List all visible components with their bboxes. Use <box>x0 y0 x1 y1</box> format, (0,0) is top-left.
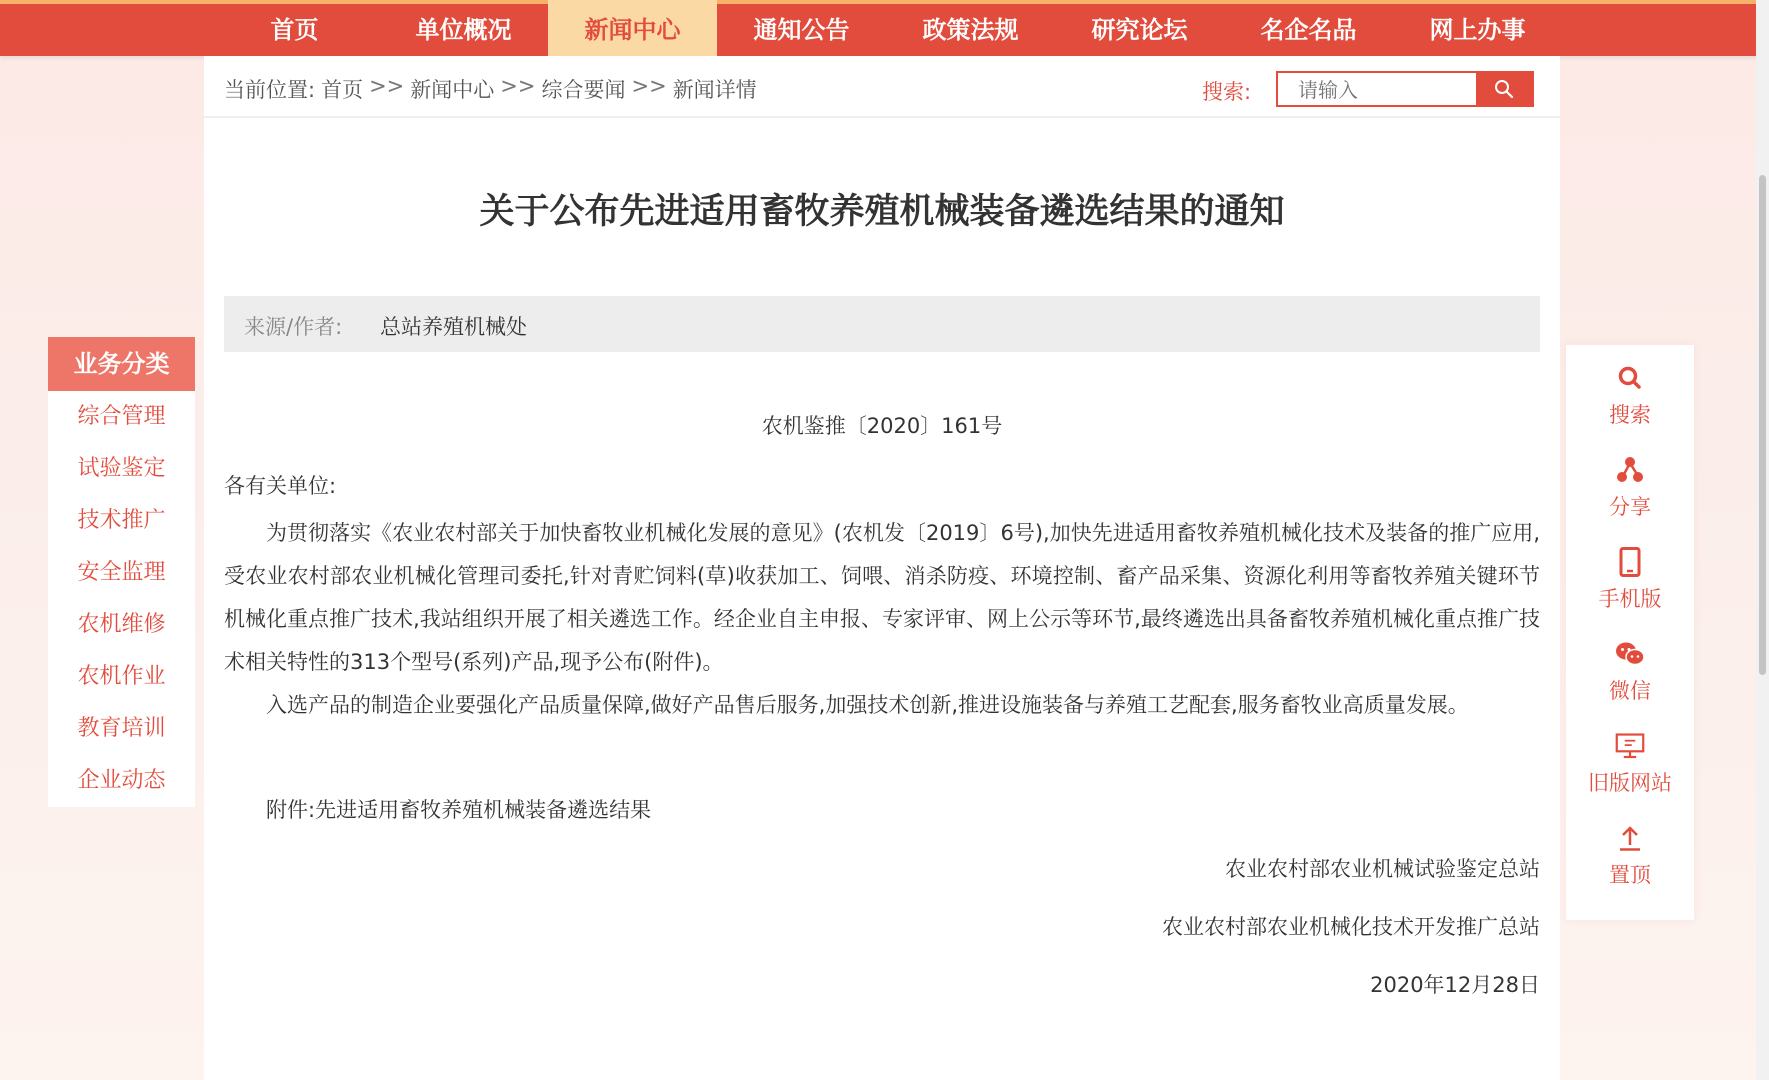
breadcrumb-news-detail[interactable]: 新闻详情 <box>672 78 757 102</box>
sidebar-item-safety[interactable]: 安全监理 <box>77 560 166 585</box>
scrollbar-thumb[interactable] <box>1759 175 1766 675</box>
page-scrollbar[interactable] <box>1756 0 1769 1080</box>
attachment-link[interactable]: 附件:先进适用畜牧养殖机械装备遴选结果 <box>266 798 652 822</box>
main-content <box>204 56 1560 1080</box>
category-sidebar <box>48 337 195 807</box>
monitor-icon <box>1615 731 1645 761</box>
nav-item-notices[interactable]: 通知公告 <box>753 16 850 44</box>
nav-item-online-service[interactable]: 网上办事 <box>1429 16 1526 44</box>
float-mobile-button[interactable] <box>1566 529 1694 621</box>
document-number: 农机鉴推〔2020〕161号 <box>761 414 1003 438</box>
sidebar-item-operation[interactable]: 农机作业 <box>77 664 166 689</box>
salutation: 各有关单位: <box>224 474 337 498</box>
nav-items <box>210 0 1562 56</box>
arrow-up-icon <box>1617 824 1643 852</box>
floating-toolbar <box>1566 345 1694 920</box>
breadcrumb-separator: >> <box>500 74 536 98</box>
float-wechat-button[interactable] <box>1566 621 1694 713</box>
nav-item-policies[interactable]: 政策法规 <box>922 16 1019 44</box>
float-search-button[interactable] <box>1566 345 1694 437</box>
article-title: 关于公布先进适用畜牧养殖机械装备遴选结果的通知 <box>479 192 1285 232</box>
sidebar-item-training[interactable]: 教育培训 <box>77 716 166 741</box>
article-paragraph: 入选产品的制造企业要强化产品质量保障,做好产品售后服务,加强技术创新,推进设施装备与养殖工艺配套,服务畜牧业高质量发展。 <box>266 693 1469 717</box>
sidebar-item-testing[interactable]: 试验鉴定 <box>77 456 166 481</box>
search-input[interactable] <box>1278 73 1500 107</box>
breadcrumb-separator: >> <box>631 74 667 98</box>
nav-item-news-center[interactable]: 新闻中心 <box>548 0 717 56</box>
source-value: 总站养殖机械处 <box>380 315 527 339</box>
breadcrumb-bar <box>204 56 1560 118</box>
nav-item-home[interactable]: 首页 <box>270 16 319 44</box>
search-icon <box>1617 365 1643 391</box>
float-share-button[interactable] <box>1566 437 1694 529</box>
breadcrumb-news-center[interactable]: 新闻中心 <box>410 78 495 102</box>
float-back-to-top-button[interactable] <box>1566 805 1694 897</box>
float-old-site-button[interactable] <box>1566 713 1694 805</box>
float-search-label: 搜索 <box>1609 403 1651 427</box>
breadcrumb-label: 当前位置: <box>224 78 316 102</box>
breadcrumb-separator: >> <box>369 74 405 98</box>
nav-item-overview[interactable]: 单位概况 <box>415 16 512 44</box>
signature-org-1: 农业农村部农业机械试验鉴定总站 <box>1225 857 1540 881</box>
breadcrumb-general-news[interactable]: 综合要闻 <box>541 78 626 102</box>
mobile-icon <box>1619 547 1641 577</box>
sidebar-item-repair[interactable]: 农机维修 <box>77 612 166 637</box>
sidebar-header: 业务分类 <box>48 337 195 391</box>
share-icon <box>1616 456 1644 484</box>
float-share-label: 分享 <box>1609 495 1651 519</box>
nav-item-brands[interactable]: 名企名品 <box>1260 16 1357 44</box>
publish-date: 2020年12月28日 <box>1370 973 1540 997</box>
source-label: 来源/作者: <box>244 315 343 339</box>
float-old-site-label: 旧版网站 <box>1588 771 1672 795</box>
search-button[interactable] <box>1476 73 1532 105</box>
wechat-icon <box>1615 641 1645 667</box>
sidebar-item-promotion[interactable]: 技术推广 <box>77 508 166 533</box>
breadcrumb-home[interactable]: 首页 <box>321 78 364 102</box>
search-icon <box>1494 79 1514 99</box>
breadcrumb <box>224 74 763 104</box>
top-nav <box>0 0 1769 56</box>
search-box <box>1276 71 1534 107</box>
signature-org-2: 农业农村部农业机械化技术开发推广总站 <box>1162 915 1540 939</box>
float-back-to-top-label: 置顶 <box>1609 863 1651 887</box>
search-label: 搜索: <box>1202 80 1252 104</box>
source-bar <box>224 296 1540 352</box>
nav-item-forum[interactable]: 研究论坛 <box>1091 16 1188 44</box>
sidebar-item-enterprise[interactable]: 企业动态 <box>77 768 166 793</box>
sidebar-item-management[interactable]: 综合管理 <box>77 404 166 429</box>
article-paragraph: 为贯彻落实《农业农村部关于加快畜牧业机械化发展的意见》(农机发〔2019〕6号),加快先进适用畜牧养殖机械化技术及装备的推广应用,受农业农村部农业机械化管理司委托,针对青贮饲料(草)收获加工、饲喂、消杀防疫、环境控制、畜产品采集、资源化利用等畜牧养殖关键环节机械化重点推广技术,我站组织开展了相关遴选工作。经企业自主申报、专家评审、网上公示等环节,最终遴选出具备畜牧养殖机械化重点推广技术相关特性的313个型号(系列)产品,现予公布(附件)。 <box>224 521 1540 674</box>
float-wechat-label: 微信 <box>1609 679 1651 703</box>
float-mobile-label: 手机版 <box>1598 587 1662 611</box>
